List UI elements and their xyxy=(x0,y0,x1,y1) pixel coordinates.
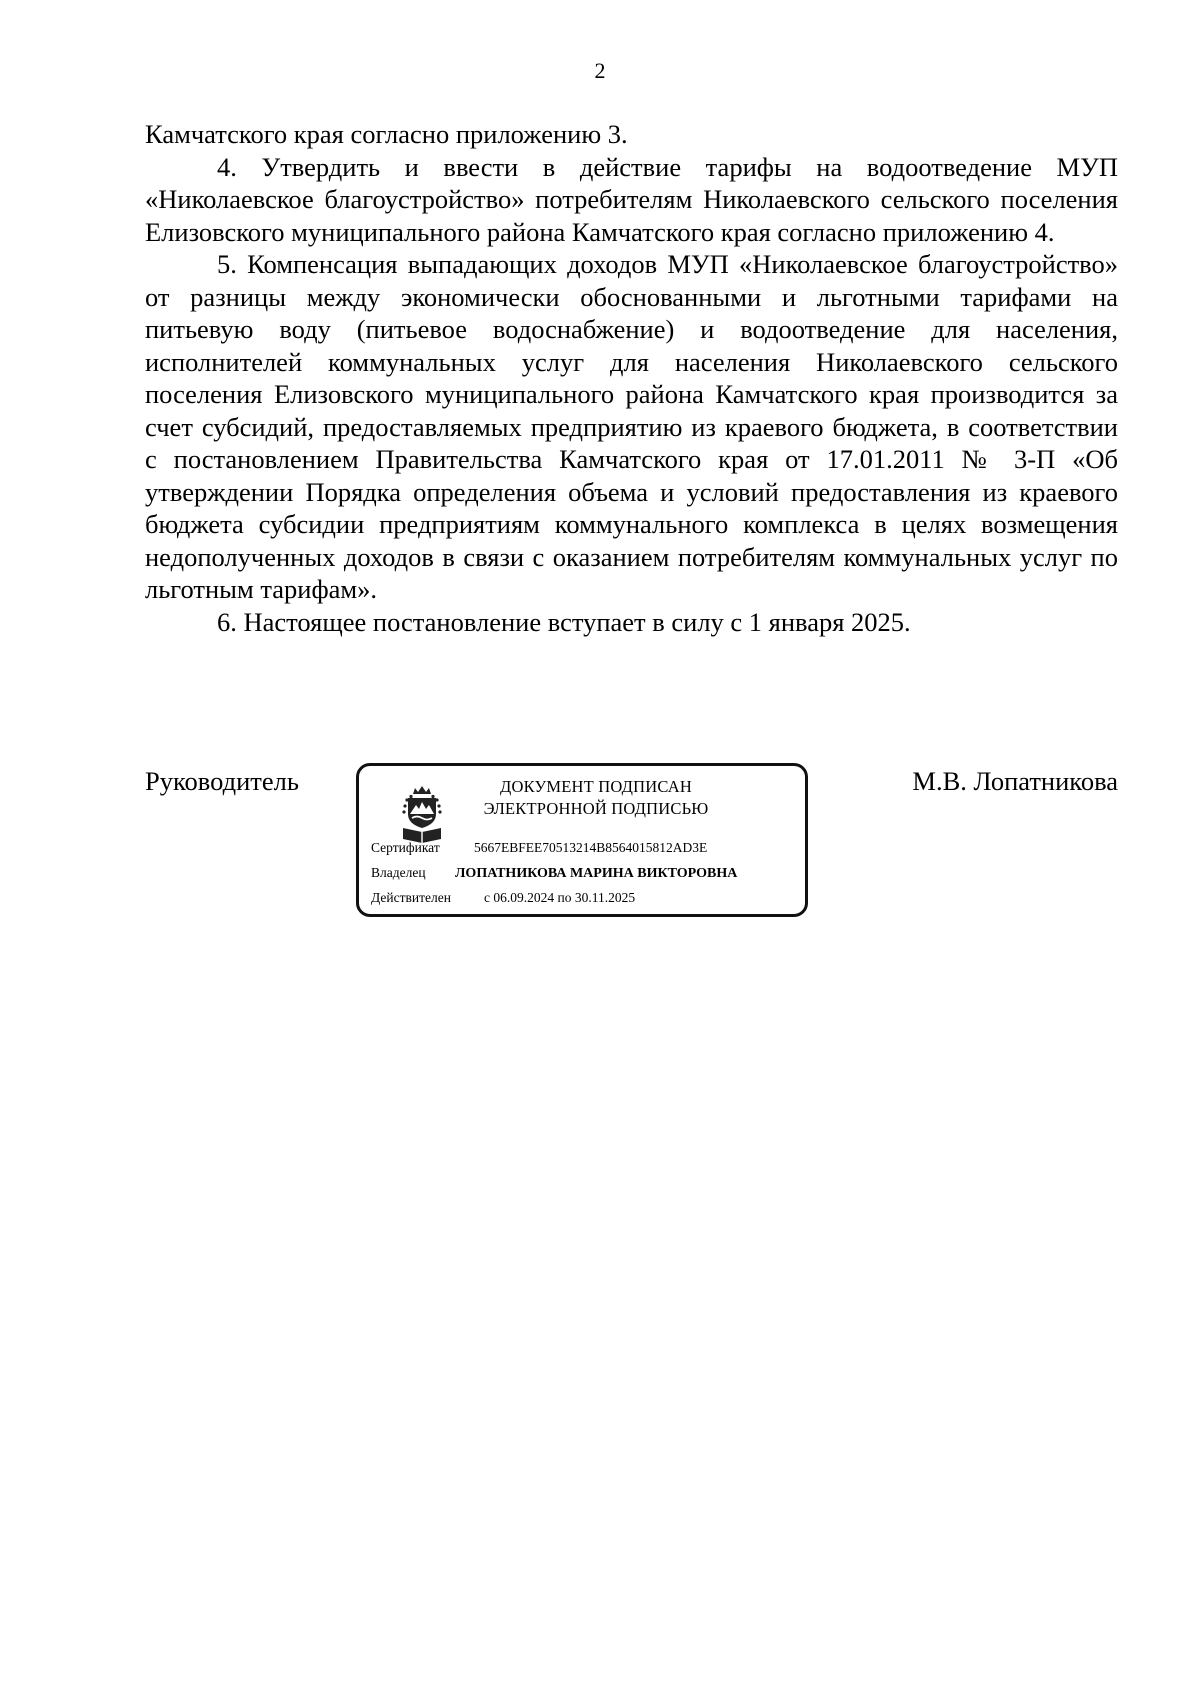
paragraph-item-5: 5. Компенсация выпадающих доходов МУП «Николаевское благоустройство» от разницы между экономически обоснованными и льготными тарифами на питьевую воду (питьевое водоснабжение) и водоотведение для населения, исполнителей коммунальных услуг для населения Николаевского сельского поселения Елизовского муниципального района Камчатского края производится за счет субсидий, предоставляемых предприятию из краевого бюджета, в соответствии с постановлением Правительства Камчатского края от 17.01.2011 № 3-П «Об утверждении Порядка определения объема и условий предоставления из краевого бюджета субсидии предприятиям коммунального комплекса в целях возмещения недополученных доходов в связи с оказанием потребителям коммунальных услуг по льготным тарифам». xyxy=(145,249,1118,604)
stamp-certificate-row xyxy=(371,838,707,858)
certificate-label: Сертификат xyxy=(371,840,440,855)
stamp-heading-line1: ДОКУМЕНТ ПОДПИСАН xyxy=(500,777,692,796)
validity-label: Действителен xyxy=(371,890,451,905)
signer-name: М.В. Лопатникова xyxy=(912,766,1118,796)
stamp-heading-line2: ЭЛЕКТРОННОЙ ПОДПИСЬЮ xyxy=(483,799,709,818)
paragraph-item-4: 4. Утвердить и ввести в действие тарифы на водоотведение МУП «Николаевское благоустройство» потребителям Николаевского сельского поселения Елизовского муниципального района Камчатского края согласно приложению 4. xyxy=(145,151,1118,247)
paragraph-continuation: Камчатского края согласно приложению 3. xyxy=(145,119,628,149)
owner-label: Владелец xyxy=(371,865,426,880)
kamchatka-coat-of-arms-icon xyxy=(399,784,445,844)
paragraph-item-6: 6. Настоящее постановление вступает в силу с 1 января 2025. xyxy=(217,606,911,637)
stamp-validity-row xyxy=(371,888,635,908)
page-number: 2 xyxy=(594,58,606,83)
owner-value: ЛОПАТНИКОВА МАРИНА ВИКТОРОВНА xyxy=(455,866,738,881)
document-body xyxy=(145,118,1118,638)
signer-position: Руководитель xyxy=(145,766,299,796)
validity-value: с 06.09.2024 по 30.11.2025 xyxy=(484,890,636,905)
electronic-signature-stamp xyxy=(356,763,808,917)
stamp-owner-row xyxy=(371,863,737,884)
certificate-value: 5667EBFEE70513214B8564015812AD3E xyxy=(474,840,708,855)
